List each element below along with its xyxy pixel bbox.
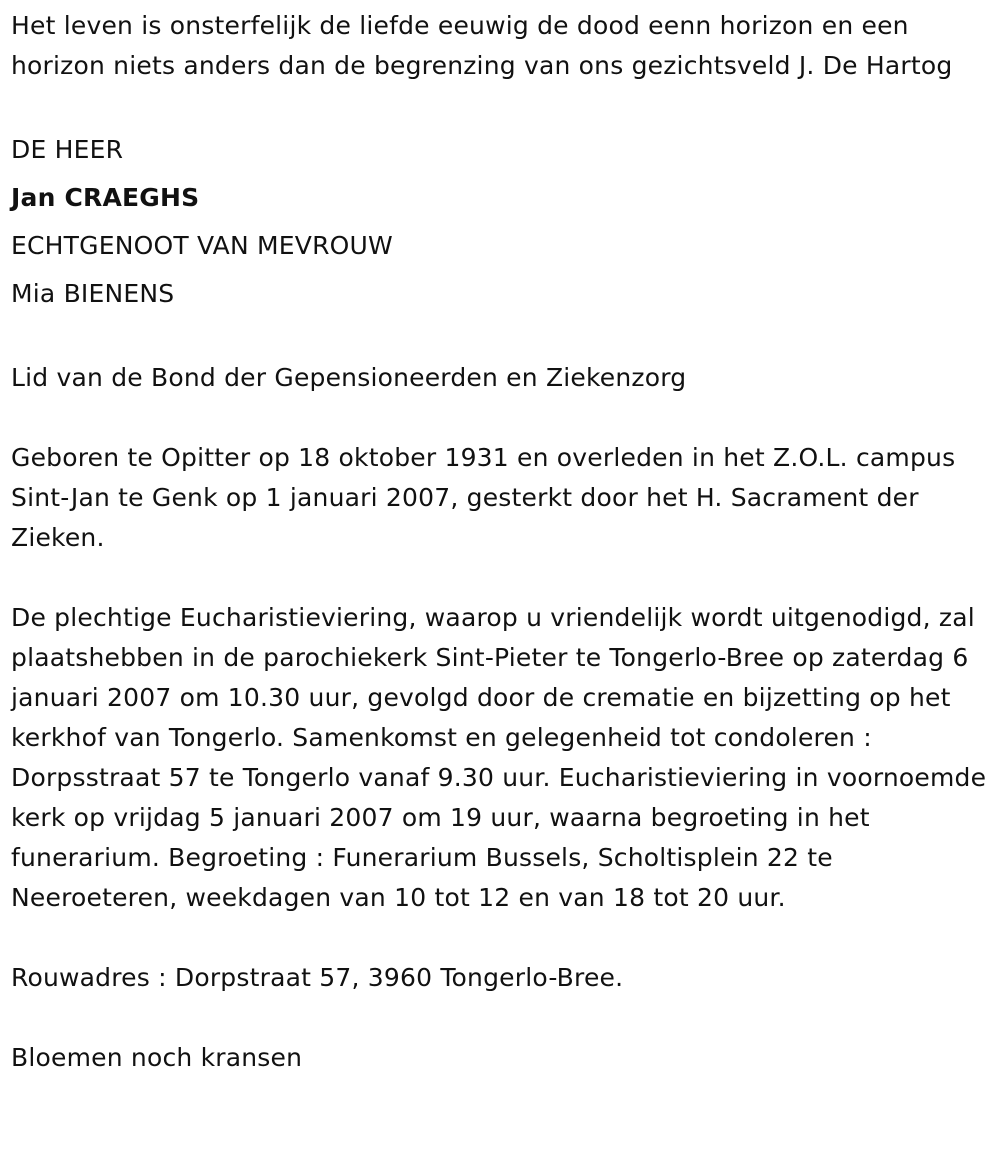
birth-death-text: Geboren te Opitter op 18 oktober 1931 en overleden in het Z.O.L. campus Sint-Jan te Genk op 1 januari 2007, gesterkt door het H. Sacrament der Zieken. [11,443,956,552]
title-prefix: DE HEER [11,135,124,164]
spacer [11,318,991,358]
flowers-note: Bloemen noch kransen [11,1043,303,1072]
spacer [11,398,991,438]
membership-text: Lid van de Bond der Gepensioneerden en Ziekenzorg [11,363,687,392]
spacer [11,558,991,598]
ceremony-text: De plechtige Eucharistieviering, waarop u vriendelijk wordt uitgenodigd, zal plaatshebben in de parochiekerk Sint-Pieter te Tongerlo-Bree op zaterdag 6 januari 2007 om 10.30 uur, gevolgd door de crematie en bijzetting op het kerkhof van Tongerlo. Samenkomst en gelegenheid tot condoleren : Dorpsstraat 57 te Tongerlo vanaf 9.30 uur. Eucharistieviering in voornoemde kerk op vrijdag 5 januari 2007 om 19 uur, waarna begroeting in het funerarium. Begroeting : Funerarium Bussels, Scholtisplein 22 te Neeroeteren, weekdagen van 10 tot 12 en van 18 tot 20 uur. [11,603,987,912]
deceased-name: Jan CRAEGHS [11,183,200,212]
spacer [11,86,991,126]
spacer [11,998,991,1038]
mourning-address: Rouwadres : Dorpstraat 57, 3960 Tongerlo-Bree. [11,963,624,992]
spouse-name: Mia BIENENS [11,279,175,308]
obituary-document [11,6,991,1078]
quote-text: Het leven is onsterfelijk de liefde eeuwig de dood eenn horizon en een horizon niets anders dan de begrenzing van ons gezichtsveld J. De Hartog [11,11,953,80]
spouse-label: ECHTGENOOT VAN MEVROUW [11,231,393,260]
spacer [11,918,991,958]
